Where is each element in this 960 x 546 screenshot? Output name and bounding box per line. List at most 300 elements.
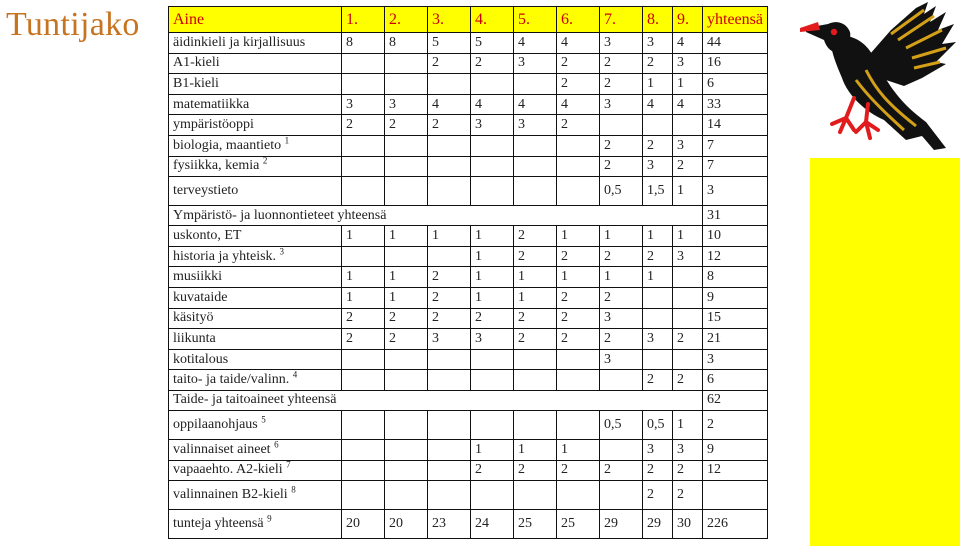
grade-1-cell: 8: [342, 33, 385, 54]
grade-8-cell: 1,5: [643, 177, 673, 206]
grade-9-cell: 4: [673, 94, 703, 115]
table-row: [169, 226, 768, 247]
grade-8-cell: 2: [643, 460, 673, 481]
grade-3-cell: 2: [428, 115, 471, 136]
grade-3-cell: [428, 370, 471, 391]
grade-2-cell: [385, 53, 428, 74]
grade-6-cell: 2: [557, 460, 600, 481]
total-cell: 12: [703, 460, 768, 481]
subject-label: äidinkieli ja kirjallisuus: [173, 34, 306, 50]
subject-cell: [169, 246, 342, 267]
subject-label: taito- ja taide/valinn.: [173, 372, 290, 388]
total-cell: 14: [703, 115, 768, 136]
grade-5-cell: 2: [514, 460, 557, 481]
subtotal-label: Ympäristö- ja luonnontieteet yhteensä: [169, 206, 703, 226]
total-cell: 9: [703, 287, 768, 308]
grade-1-cell: 1: [342, 226, 385, 247]
grade-5-cell: [514, 74, 557, 95]
grade-6-cell: 2: [557, 74, 600, 95]
table-row: [169, 481, 768, 510]
grade-1-cell: 1: [342, 287, 385, 308]
grade-1-cell: 2: [342, 115, 385, 136]
table-row: [169, 177, 768, 206]
total-cell: 6: [703, 74, 768, 95]
grade-4-cell: 4: [471, 94, 514, 115]
grade-2-cell: 3: [385, 94, 428, 115]
grade-8-cell: [643, 308, 673, 329]
grade-8-cell: 2: [643, 246, 673, 267]
grade-2-cell: [385, 481, 428, 510]
grade-1-cell: [342, 370, 385, 391]
grade-5-cell: [514, 410, 557, 439]
grade-7-cell: 2: [600, 135, 643, 156]
grade-1-cell: [342, 74, 385, 95]
subject-cell: [169, 135, 342, 156]
grade-6-cell: [557, 177, 600, 206]
table-row: [169, 53, 768, 74]
grade-5-cell: [514, 156, 557, 177]
grade-1-cell: [342, 439, 385, 460]
table-row: [169, 33, 768, 54]
grade-4-cell: [471, 349, 514, 370]
grade-6-cell: 2: [557, 246, 600, 267]
grade-2-cell: [385, 439, 428, 460]
subtotal-value: 62: [703, 390, 768, 410]
header-grade-8: 8.: [643, 7, 673, 33]
grade-7-cell: [600, 439, 643, 460]
grade-7-cell: 2: [600, 53, 643, 74]
subject-label: käsityö: [173, 310, 214, 326]
subject-label: A1-kieli: [173, 55, 220, 71]
crow-emblem-icon: [796, 0, 960, 158]
grade-7-cell: 3: [600, 349, 643, 370]
grade-1-cell: [342, 246, 385, 267]
subject-cell: [169, 53, 342, 74]
table-row: [169, 439, 768, 460]
subject-label: historia ja yhteisk.: [173, 248, 277, 264]
subject-label: valinnaiset aineet: [173, 441, 271, 457]
subject-cell: [169, 94, 342, 115]
subtotal-row: [169, 390, 768, 410]
total-cell: 16: [703, 53, 768, 74]
grade-6-cell: [557, 410, 600, 439]
grade-1-cell: 1: [342, 267, 385, 288]
grade-5-cell: [514, 370, 557, 391]
grade-7-cell: 1: [600, 267, 643, 288]
footnote-marker: 2: [262, 155, 268, 166]
grade-6-cell: 2: [557, 329, 600, 350]
grade-8-cell: 3: [643, 439, 673, 460]
grade-2-cell: [385, 349, 428, 370]
total-cell: 226: [703, 510, 768, 539]
grade-8-cell: 0,5: [643, 410, 673, 439]
grade-6-cell: [557, 135, 600, 156]
header-grade-1: 1.: [342, 7, 385, 33]
grade-9-cell: 2: [673, 329, 703, 350]
total-cell: 21: [703, 329, 768, 350]
footnote-marker: 7: [286, 459, 291, 470]
subject-label: vapaaehto. A2-kieli: [173, 462, 283, 478]
subject-cell: [169, 226, 342, 247]
grade-6-cell: 4: [557, 94, 600, 115]
table-row: [169, 410, 768, 439]
grade-1-cell: [342, 53, 385, 74]
table-row: [169, 308, 768, 329]
subject-cell: [169, 74, 342, 95]
grade-6-cell: [557, 349, 600, 370]
subject-cell: [169, 115, 342, 136]
grade-7-cell: 2: [600, 246, 643, 267]
grade-1-cell: [342, 460, 385, 481]
footnote-marker: 4: [292, 369, 298, 380]
grade-9-cell: [673, 349, 703, 370]
grade-4-cell: 1: [471, 226, 514, 247]
grade-3-cell: 2: [428, 287, 471, 308]
grade-2-cell: [385, 74, 428, 95]
grade-7-cell: [600, 370, 643, 391]
grade-4-cell: [471, 156, 514, 177]
grade-9-cell: 30: [673, 510, 703, 539]
grade-5-cell: 4: [514, 33, 557, 54]
subject-cell: [169, 287, 342, 308]
total-cell: 9: [703, 439, 768, 460]
grade-2-cell: 1: [385, 287, 428, 308]
grade-5-cell: 4: [514, 94, 557, 115]
grade-6-cell: [557, 156, 600, 177]
grade-6-cell: 4: [557, 33, 600, 54]
grade-4-cell: [471, 370, 514, 391]
grade-6-cell: 2: [557, 53, 600, 74]
subject-label: uskonto, ET: [173, 227, 242, 243]
grade-1-cell: [342, 481, 385, 510]
grade-7-cell: 3: [600, 94, 643, 115]
grade-9-cell: 1: [673, 410, 703, 439]
grade-7-cell: 0,5: [600, 177, 643, 206]
grade-8-cell: 2: [643, 370, 673, 391]
subject-label: biologia, maantieto: [173, 137, 282, 153]
grade-7-cell: 2: [600, 74, 643, 95]
grade-6-cell: 1: [557, 226, 600, 247]
grade-7-cell: 0,5: [600, 410, 643, 439]
grade-2-cell: 2: [385, 308, 428, 329]
grade-2-cell: [385, 410, 428, 439]
grade-6-cell: 2: [557, 287, 600, 308]
subject-cell: [169, 410, 342, 439]
grade-1-cell: [342, 135, 385, 156]
total-cell: 12: [703, 246, 768, 267]
grade-3-cell: [428, 177, 471, 206]
header-grade-4: 4.: [471, 7, 514, 33]
grade-5-cell: 2: [514, 226, 557, 247]
subject-label: oppilaanohjaus: [173, 416, 258, 432]
page-title: Tuntijako: [6, 6, 140, 43]
grade-4-cell: 24: [471, 510, 514, 539]
total-cell: 15: [703, 308, 768, 329]
grade-7-cell: [600, 115, 643, 136]
subject-cell: [169, 370, 342, 391]
grade-8-cell: 1: [643, 267, 673, 288]
grade-2-cell: [385, 370, 428, 391]
grade-9-cell: 3: [673, 439, 703, 460]
total-cell: 2: [703, 410, 768, 439]
grade-4-cell: 1: [471, 246, 514, 267]
total-cell: 7: [703, 156, 768, 177]
grade-2-cell: 2: [385, 329, 428, 350]
grade-5-cell: 3: [514, 115, 557, 136]
footnote-marker: 8: [291, 484, 296, 495]
grade-5-cell: 1: [514, 267, 557, 288]
grade-7-cell: 2: [600, 329, 643, 350]
grade-2-cell: 1: [385, 267, 428, 288]
grade-3-cell: 2: [428, 308, 471, 329]
grade-3-cell: 2: [428, 267, 471, 288]
total-cell: 8: [703, 267, 768, 288]
footnote-marker: 5: [261, 414, 266, 425]
grade-4-cell: 2: [471, 460, 514, 481]
grade-3-cell: [428, 135, 471, 156]
grade-6-cell: 25: [557, 510, 600, 539]
table-row: [169, 510, 768, 539]
header-subject: Aine: [169, 7, 342, 33]
subject-label: matematiikka: [173, 96, 250, 112]
subject-label: musiikki: [173, 269, 223, 285]
grade-4-cell: [471, 410, 514, 439]
grade-5-cell: 2: [514, 246, 557, 267]
grade-5-cell: 2: [514, 308, 557, 329]
table-row: [169, 74, 768, 95]
grade-9-cell: [673, 115, 703, 136]
yellow-panel: [810, 158, 960, 546]
grade-3-cell: 2: [428, 53, 471, 74]
grade-7-cell: [600, 481, 643, 510]
grade-3-cell: 1: [428, 226, 471, 247]
grade-3-cell: 4: [428, 94, 471, 115]
total-cell: 3: [703, 177, 768, 206]
subject-cell: [169, 329, 342, 350]
grade-1-cell: 2: [342, 329, 385, 350]
grade-5-cell: [514, 349, 557, 370]
grade-1-cell: 3: [342, 94, 385, 115]
subject-cell: [169, 308, 342, 329]
subject-label: B1-kieli: [173, 75, 219, 91]
header-total: yhteensä: [703, 7, 768, 33]
subject-cell: [169, 460, 342, 481]
grade-8-cell: 3: [643, 156, 673, 177]
grade-1-cell: [342, 410, 385, 439]
subject-cell: [169, 510, 342, 539]
grade-8-cell: 3: [643, 33, 673, 54]
grade-2-cell: [385, 177, 428, 206]
grade-4-cell: 3: [471, 115, 514, 136]
grade-3-cell: [428, 246, 471, 267]
subject-label: valinnainen B2-kieli: [173, 487, 288, 503]
grade-4-cell: [471, 177, 514, 206]
grade-8-cell: 2: [643, 135, 673, 156]
table-row: [169, 115, 768, 136]
grade-5-cell: 2: [514, 329, 557, 350]
grade-8-cell: [643, 287, 673, 308]
header-grade-6: 6.: [557, 7, 600, 33]
total-cell: 7: [703, 135, 768, 156]
subject-label: kotitalous: [173, 351, 229, 367]
grade-8-cell: [643, 115, 673, 136]
table-row: [169, 246, 768, 267]
footnote-marker: 6: [274, 439, 279, 450]
table-row: [169, 460, 768, 481]
grade-1-cell: 2: [342, 308, 385, 329]
grade-5-cell: [514, 135, 557, 156]
grade-2-cell: [385, 460, 428, 481]
grade-9-cell: [673, 267, 703, 288]
grade-3-cell: 23: [428, 510, 471, 539]
grade-4-cell: 3: [471, 329, 514, 350]
footnote-marker: 1: [284, 135, 290, 146]
grade-6-cell: 2: [557, 115, 600, 136]
grade-7-cell: 3: [600, 308, 643, 329]
grade-8-cell: 29: [643, 510, 673, 539]
header-grade-7: 7.: [600, 7, 643, 33]
grade-5-cell: [514, 481, 557, 510]
table-row: [169, 349, 768, 370]
subject-label: liikunta: [173, 330, 216, 346]
grade-7-cell: 2: [600, 287, 643, 308]
total-cell: 10: [703, 226, 768, 247]
grade-6-cell: [557, 481, 600, 510]
footnote-marker: 3: [279, 245, 285, 256]
grade-7-cell: 2: [600, 460, 643, 481]
grade-9-cell: 3: [673, 246, 703, 267]
grade-4-cell: 1: [471, 439, 514, 460]
subject-cell: [169, 156, 342, 177]
grade-9-cell: [673, 287, 703, 308]
table-row: [169, 156, 768, 177]
grade-2-cell: 2: [385, 115, 428, 136]
grade-2-cell: 8: [385, 33, 428, 54]
grade-9-cell: 2: [673, 481, 703, 510]
grade-9-cell: 2: [673, 156, 703, 177]
table-row: [169, 287, 768, 308]
grade-5-cell: 25: [514, 510, 557, 539]
grade-4-cell: [471, 74, 514, 95]
grade-1-cell: [342, 156, 385, 177]
grade-8-cell: 1: [643, 226, 673, 247]
table-row: [169, 94, 768, 115]
grade-9-cell: 4: [673, 33, 703, 54]
grade-3-cell: [428, 156, 471, 177]
table-row: [169, 329, 768, 350]
subject-label: terveystieto: [173, 183, 239, 199]
grade-1-cell: 20: [342, 510, 385, 539]
total-cell: 33: [703, 94, 768, 115]
total-cell: 3: [703, 349, 768, 370]
subtotal-row: [169, 206, 768, 226]
subject-label: fysiikka, kemia: [173, 158, 260, 174]
grade-2-cell: [385, 246, 428, 267]
grade-3-cell: [428, 74, 471, 95]
table-row: [169, 135, 768, 156]
table-row: [169, 370, 768, 391]
footnote-marker: 9: [267, 513, 272, 524]
grade-5-cell: 1: [514, 287, 557, 308]
grade-8-cell: 2: [643, 481, 673, 510]
total-cell: 44: [703, 33, 768, 54]
subject-label: kuvataide: [173, 289, 228, 305]
grade-8-cell: [643, 349, 673, 370]
grade-1-cell: [342, 349, 385, 370]
total-cell: [703, 481, 768, 510]
grade-9-cell: 1: [673, 226, 703, 247]
grade-4-cell: 2: [471, 308, 514, 329]
subject-label: ympäristöoppi: [173, 117, 254, 133]
grade-5-cell: [514, 177, 557, 206]
grade-4-cell: 2: [471, 53, 514, 74]
subject-cell: [169, 177, 342, 206]
grade-7-cell: 1: [600, 226, 643, 247]
grade-7-cell: 3: [600, 33, 643, 54]
grade-3-cell: [428, 349, 471, 370]
grade-9-cell: 3: [673, 135, 703, 156]
grade-6-cell: [557, 370, 600, 391]
grade-4-cell: [471, 135, 514, 156]
table-header-row: [169, 7, 768, 33]
grade-5-cell: 1: [514, 439, 557, 460]
subject-cell: [169, 349, 342, 370]
grade-9-cell: [673, 308, 703, 329]
grade-8-cell: 2: [643, 53, 673, 74]
grade-9-cell: 1: [673, 74, 703, 95]
subject-label: tunteja yhteensä: [173, 516, 264, 532]
subject-cell: [169, 33, 342, 54]
grade-4-cell: 5: [471, 33, 514, 54]
grade-2-cell: 1: [385, 226, 428, 247]
grade-6-cell: 2: [557, 308, 600, 329]
grade-9-cell: 2: [673, 370, 703, 391]
grade-3-cell: 3: [428, 329, 471, 350]
grade-5-cell: 3: [514, 53, 557, 74]
grade-8-cell: 4: [643, 94, 673, 115]
subject-cell: [169, 481, 342, 510]
subtotal-label: Taide- ja taitoaineet yhteensä: [169, 390, 703, 410]
grade-2-cell: 20: [385, 510, 428, 539]
grade-9-cell: 2: [673, 460, 703, 481]
grade-7-cell: 2: [600, 156, 643, 177]
header-grade-5: 5.: [514, 7, 557, 33]
grade-3-cell: 5: [428, 33, 471, 54]
header-grade-2: 2.: [385, 7, 428, 33]
grade-8-cell: 1: [643, 74, 673, 95]
grade-4-cell: 1: [471, 267, 514, 288]
grade-3-cell: [428, 439, 471, 460]
grade-4-cell: 1: [471, 287, 514, 308]
grade-9-cell: 1: [673, 177, 703, 206]
grade-3-cell: [428, 481, 471, 510]
grade-7-cell: 29: [600, 510, 643, 539]
grade-2-cell: [385, 156, 428, 177]
subject-cell: [169, 439, 342, 460]
grade-4-cell: [471, 481, 514, 510]
grade-9-cell: 3: [673, 53, 703, 74]
timetable: [168, 6, 768, 539]
grade-2-cell: [385, 135, 428, 156]
grade-8-cell: 3: [643, 329, 673, 350]
grade-1-cell: [342, 177, 385, 206]
subject-cell: [169, 267, 342, 288]
header-grade-9: 9.: [673, 7, 703, 33]
grade-6-cell: 1: [557, 267, 600, 288]
header-grade-3: 3.: [428, 7, 471, 33]
grade-6-cell: 1: [557, 439, 600, 460]
total-cell: 6: [703, 370, 768, 391]
